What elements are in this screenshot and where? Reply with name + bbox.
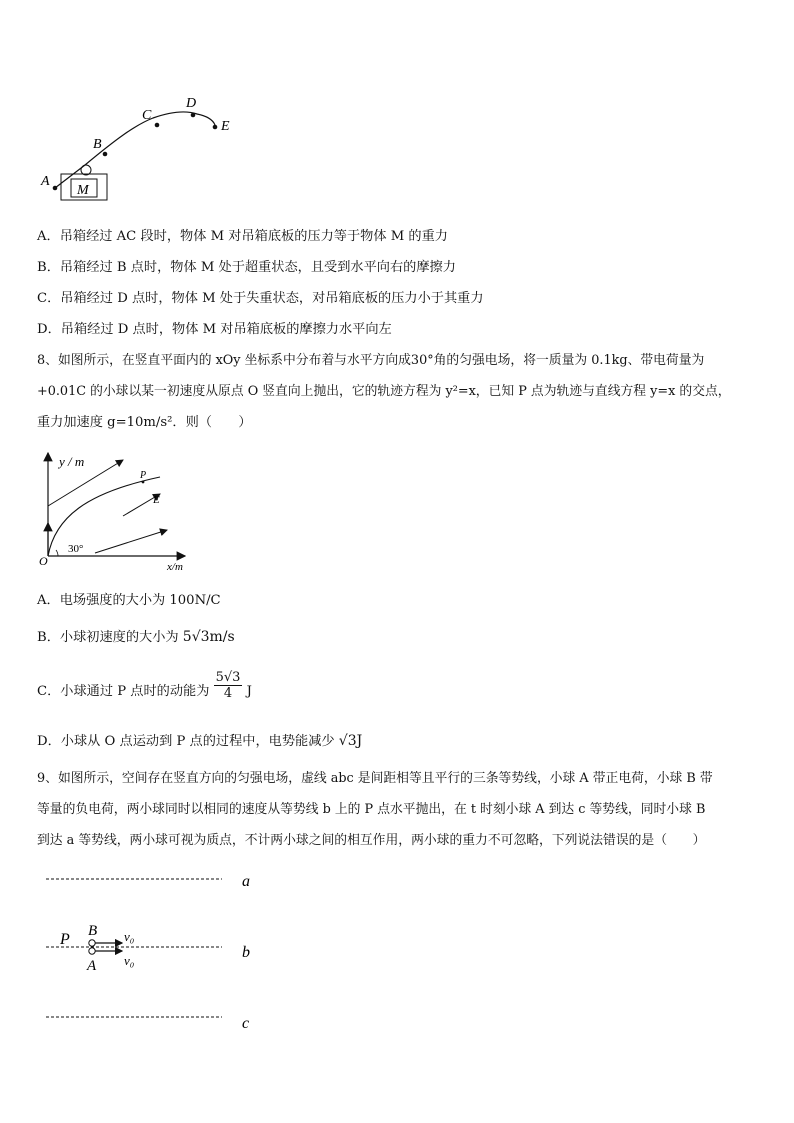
q8-option-d: [37, 731, 362, 752]
q8-stem-line2: +0.01C 的小球以某一初速度从原点 O 竖直向上抛出，它的轨迹方程为 y²=x，已知 P 点为轨迹与直线方程 y=x 的交点，: [37, 384, 731, 399]
field-E-label: E: [153, 494, 160, 506]
label-A: A: [87, 958, 97, 974]
label-A: A: [41, 174, 50, 189]
label-M: M: [77, 183, 89, 198]
label-a: a: [242, 873, 250, 890]
point-B: [103, 152, 108, 157]
point-D: [191, 113, 196, 118]
label-v0-bottom: v₀: [124, 953, 135, 968]
label-E: E: [221, 119, 230, 134]
angle-label: 30°: [68, 543, 84, 555]
y-axis-label: y / m: [59, 454, 85, 469]
ball-A: [89, 948, 95, 954]
q8-option-d-text: D．小球从 O 点运动到 P 点的过程中，电势能减少: [37, 734, 335, 749]
q8-option-c: [37, 670, 252, 714]
electric-field-figure: [35, 448, 195, 573]
label-B: B: [93, 137, 102, 152]
q9-stem-line3: 到达 a 等势线，两小球可视为质点，不计两小球之间的相互作用，两小球的重力不可忽略，下列说法错误的是（ ）: [37, 833, 706, 848]
fraction-numerator: 5√3: [215, 670, 241, 685]
field-line-3: [95, 530, 167, 553]
trajectory-curve: [48, 477, 160, 556]
point-P-label: P: [140, 470, 147, 481]
point-P: [142, 481, 145, 484]
label-C: C: [142, 108, 152, 123]
q7-option-a: A．吊箱经过 AC 段时，物体 M 对吊箱底板的压力等于物体 M 的重力: [37, 229, 448, 244]
q9-stem-line1: 9、如图所示，空间存在竖直方向的匀强电场，虚线 abc 是间距相等且平行的三条等势线，小球 A 带正电荷，小球 B 带: [37, 771, 713, 786]
label-b: b: [242, 944, 250, 961]
label-D: D: [186, 96, 197, 111]
label-P: P: [60, 931, 70, 948]
origin-label: O: [39, 554, 48, 568]
point-A: [53, 186, 58, 191]
q8-option-b-text: B．小球初速度的大小为: [37, 630, 179, 645]
label-v0-top: v₀: [124, 929, 135, 944]
trajectory-curve: [55, 112, 215, 188]
q8-option-d-value: √3J: [338, 733, 363, 749]
angle-arc: [56, 550, 58, 556]
q7-option-b: B．吊箱经过 B 点时，物体 M 处于超重状态，且受到水平向右的摩擦力: [37, 260, 456, 275]
ball-B: [89, 940, 95, 946]
q8-option-b-value: 5√3m/s: [182, 629, 235, 645]
point-E: [213, 125, 218, 130]
point-C: [155, 123, 160, 128]
q8-option-a: A．电场强度的大小为 100N/C: [37, 593, 221, 608]
q8-stem-line3: 重力加速度 g=10m/s²．则（ ）: [37, 415, 252, 430]
cable-car-figure: [35, 90, 250, 205]
x-axis-label: x/m: [167, 561, 183, 573]
label-B: B: [88, 923, 98, 939]
q8-option-b: [37, 627, 235, 648]
equipotential-figure: [40, 865, 280, 1035]
fraction: [214, 670, 243, 701]
q8-stem-line1: 8、如图所示，在竖直平面内的 xOy 坐标系中分布着与水平方向成30°角的匀强电场，将一质量为 0.1kg、带电荷量为: [37, 353, 705, 368]
q8-option-c-unit: J: [246, 684, 252, 699]
label-c: c: [242, 1015, 250, 1032]
q7-option-c: C．吊箱经过 D 点时，物体 M 处于失重状态，对吊箱底板的压力小于其重力: [37, 291, 484, 306]
fraction-denominator: 4: [223, 686, 233, 701]
q9-stem-line2: 等量的负电荷，两小球同时以相同的速度从等势线 b 上的 P 点水平抛出，在 t 时刻小球 A 到达 c 等势线，同时小球 B: [37, 802, 706, 817]
q8-option-c-text: C．小球通过 P 点时的动能为: [37, 684, 210, 699]
q7-option-d: D．吊箱经过 D 点时，物体 M 对吊箱底板的摩擦力水平向左: [37, 322, 392, 337]
